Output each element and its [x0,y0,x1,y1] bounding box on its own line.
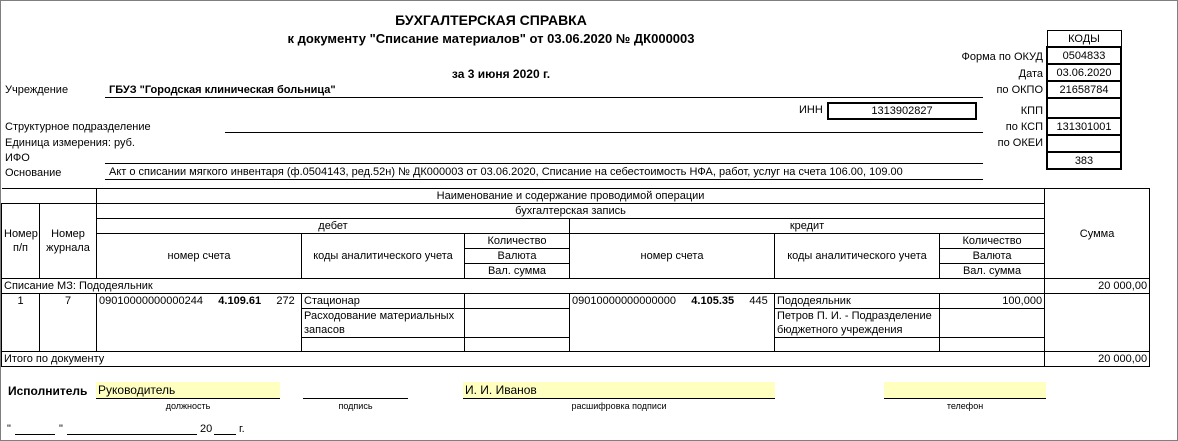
inn-value: 1313902827 [827,102,977,120]
sum-header: Сумма [1045,189,1150,279]
debit-analytic-header: коды аналитического учета [302,234,465,279]
row-sum [1045,294,1150,352]
document-subtitle: к документу "Списание материалов" от 03.06.2020 № ДК000003 [287,31,695,46]
document-title: БУХГАЛТЕРСКАЯ СПРАВКА [395,12,587,28]
okei-code: 383 [1047,152,1121,169]
blank-cell [40,189,97,204]
ksp-code [1047,135,1121,152]
date-year-prefix: 20 [200,423,213,435]
debit-account: 09010000000000244 [99,295,204,307]
basis-label: Основание [5,167,62,179]
date-month-line [67,434,197,435]
credit-currency [940,309,1045,338]
institution-label: Учреждение [5,84,69,96]
credit-header: кредит [570,219,1045,234]
credit-kbk: 4.105.35 [691,295,735,307]
ifo-underline [105,163,983,164]
row-journal: 7 [40,294,97,352]
institution-underline [105,97,983,98]
date-label: Дата [1018,68,1043,80]
institution-value: ГБУЗ "Городская клиническая больница" [109,84,336,96]
debit-currency [465,309,570,338]
debit-currency-header: Валюта [465,249,570,264]
debit-account-header: номер счета [97,234,302,279]
debit-analytic-3 [302,338,465,352]
row-num: 1 [2,294,40,352]
debit-kosgu: 272 [276,295,295,307]
ifo-label: ИФО [5,152,30,164]
basis-underline [105,179,983,180]
okud-label: Форма по ОКУД [961,51,1043,63]
entry-header: бухгалтерская запись [97,204,1045,219]
debit-account-cell [97,294,302,352]
unit-label: Единица измерения: руб. [5,137,135,149]
debit-analytic-2: Расходование материальных запасов [302,309,465,338]
executor-label: Исполнитель [8,384,88,398]
debit-cursum [465,338,570,352]
debit-qty-header: Количество [465,234,570,249]
journal-header: Номер журнала [40,204,97,279]
credit-kosgu: 445 [749,295,768,307]
credit-account-header: номер счета [570,234,775,279]
credit-cursum-header: Вал. сумма [940,264,1045,279]
date-year-suffix: г. [239,423,245,435]
credit-cursum [940,338,1045,352]
sign-caption: подпись [338,401,373,411]
kpp-code: 131301001 [1047,118,1121,135]
credit-qty: 100,000 [940,294,1045,309]
codes-table [1046,30,1122,170]
group-sum: 20 000,00 [1045,279,1150,294]
operation-header: Наименование и содержание проводимой операции [97,189,1045,204]
phone-field[interactable] [884,382,1046,399]
name-caption: расшифровка подписи [571,401,667,411]
credit-qty-header: Количество [940,234,1045,249]
name-field[interactable]: И. И. Иванов [463,382,775,399]
okpo-label: по ОКПО [996,84,1043,96]
debit-cursum-header: Вал. сумма [465,264,570,279]
position-caption: должность [165,401,211,411]
document-date: за 3 июня 2020 г. [451,67,551,81]
date-quote-open: " [7,423,11,435]
debit-qty [465,294,570,309]
basis-value: Акт о списании мягкого инвентаря (ф.0504143, ред.52н) № ДК000003 от 03.06.2020, Списание на себестоимость НФА, работ, услуг на счета 106.00, 109.00 [109,166,903,178]
credit-analytic-header: коды аналитического учета [775,234,940,279]
okpo-code: 21658784 [1047,81,1121,98]
date-code: 03.06.2020 [1047,64,1121,81]
kpp-label: КПП [1020,105,1043,117]
okei-label: по ОКЕИ [997,137,1043,149]
struct-underline [225,132,983,133]
group-label: Списание МЗ: Пододеяльник [2,279,1045,294]
struct-label: Структурное подразделение [5,121,151,133]
phone-caption: телефон [946,401,984,411]
credit-analytic-1: Пододеяльник [775,294,940,309]
okud-code: 0504833 [1047,47,1121,64]
credit-currency-header: Валюта [940,249,1045,264]
num-header: Номер п/п [2,204,40,279]
date-year-line [214,434,236,435]
debit-header: дебет [97,219,570,234]
credit-analytic-3 [775,338,940,352]
blank-cell [2,189,40,204]
debit-analytic-1: Стационар [302,294,465,309]
date-quote-close: " [59,423,63,435]
debit-kbk: 4.109.61 [218,295,262,307]
date-day-line [15,434,55,435]
total-label: Итого по документу [2,352,1045,367]
ksp-label: по КСП [1005,121,1043,133]
entries-table [1,188,1150,367]
credit-account-cell [570,294,775,352]
blank-code [1047,98,1121,118]
inn-label: ИНН [799,104,823,116]
credit-analytic-2: Петров П. И. - Подразделение бюджетного учреждения [775,309,940,338]
total-sum: 20 000,00 [1045,352,1150,367]
position-field[interactable]: Руководитель [96,382,280,399]
codes-header: КОДЫ [1047,31,1121,48]
credit-account: 09010000000000000 [572,295,677,307]
